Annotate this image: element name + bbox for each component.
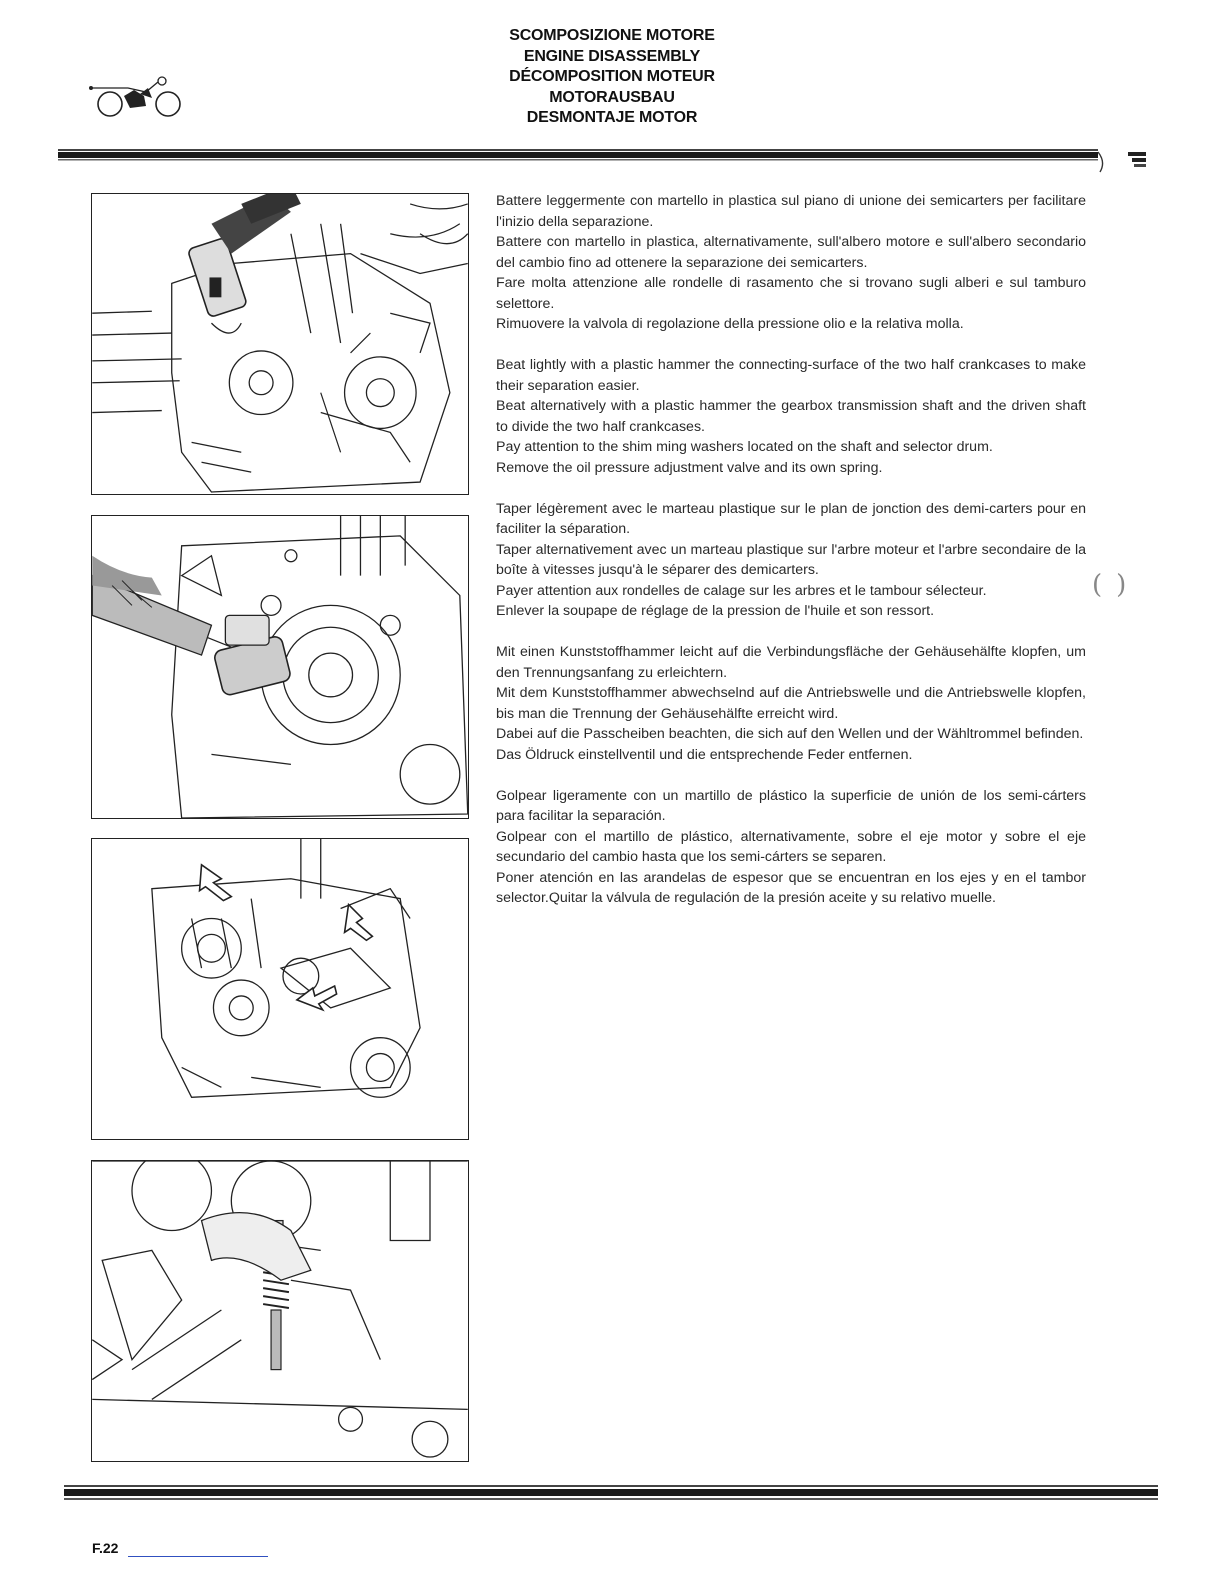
engine-illustration — [92, 194, 468, 494]
instructions-english — [496, 355, 1086, 478]
instructions-german — [496, 642, 1086, 765]
page-number: F.22 — [92, 1540, 119, 1556]
figure-oil-valve — [91, 1160, 469, 1462]
instructions-italian — [496, 191, 1086, 335]
instruction-line: Beat alternatively with a plastic hammer the gearbox transmission shaft and the driven shaft to divide the two half crankcases. — [496, 398, 1086, 435]
instruction-line: Golpear ligeramente con un martillo de plástico la superficie de unión de los semi-cárters para facilitar la separación. — [496, 787, 1086, 824]
figure-crankcase-open — [91, 838, 469, 1140]
title-spanish: DESMONTAJE MOTOR — [526, 109, 698, 126]
top-divider — [58, 148, 1098, 162]
figure-hammer-shaft — [91, 515, 469, 819]
instruction-line: Pay attention to the shim ming washers located on the shaft and selector drum. — [496, 439, 993, 455]
instruction-line: Battere leggermente con martello in plastica sul piano di unione dei semicarters per facilitare l'inizio della separazione. — [496, 193, 1086, 230]
instruction-line: Golpear con el martillo de plástico, alternativamente, sobre el eje motor y sobre el eje secundario del cambio hasta que los semi-cárters se separen. — [496, 828, 1086, 865]
corner-mark-icon — [1098, 146, 1148, 174]
instruction-line: Dabei auf die Passcheiben beachten, die sich auf den Wellen und der Wähltrommel befinden. — [496, 726, 1084, 742]
instruction-line: Beat lightly with a plastic hammer the connecting-surface of the two half crankcases to make their separation easier. — [496, 357, 1086, 394]
engine-illustration — [92, 839, 468, 1139]
margin-mark-icon: () — [1092, 570, 1141, 600]
instruction-line: Mit dem Kunststoffhammer abwechselnd auf die Antriebswelle und die Antriebswelle klopfen, bis man die Trennung der Gehäusehälfte erreicht wird. — [496, 685, 1086, 722]
instruction-line: Fare molta attenzione alle rondelle di rasamento che si trovano sugli alberi e sul tamburo selettore. — [496, 275, 1086, 312]
instruction-line: Poner atención en las arandelas de espesor que se encuentran en los ejes y en el tambor selector.Quitar la válvula de regulación de la presión aceite y su relativo muelle. — [496, 869, 1086, 906]
instruction-line: Mit einen Kunststoffhammer leicht auf die Verbindungsfläche der Gehäusehälfte klopfen, um den Trennungsanfang zu erleichtern. — [496, 644, 1086, 681]
instruction-line: Battere con martello in plastica, alternativamente, sull'albero motore e sull'albero secondario del cambio fino ad ottenere la separazione dei semicarters. — [496, 234, 1086, 271]
instructions-french — [496, 499, 1086, 622]
instructions-spanish — [496, 786, 1086, 909]
engine-illustration — [92, 516, 468, 818]
page-number-underline — [128, 1556, 268, 1557]
instruction-line: Taper légèrement avec le marteau plastique sur le plan de jonction des demi-carters pour en faciliter la séparation. — [496, 500, 1086, 537]
title-german: MOTORAUSBAU — [549, 88, 675, 106]
instructions-column — [496, 191, 1086, 929]
title-french: DÉCOMPOSITION MOTEUR — [509, 68, 715, 85]
engine-illustration — [92, 1161, 468, 1461]
title-english: ENGINE DISASSEMBLY — [523, 47, 701, 65]
instruction-line: Das Öldruck einstellventil und die entsprechende Feder entfernen. — [496, 746, 913, 763]
figure-hammer-crankcase — [91, 193, 469, 495]
instruction-line: Enlever la soupape de réglage de la pression de l'huile et son ressort. — [496, 603, 935, 619]
instruction-line: Rimuovere la valvola di regolazione della pressione olio e la relativa molla. — [496, 316, 964, 332]
instruction-line: Remove the oil pressure adjustment valve and its own spring. — [496, 459, 883, 476]
title-italian: SCOMPOSIZIONE MOTORE — [509, 27, 715, 44]
instruction-line: Taper alternativement avec un marteau plastique sur l'arbre moteur et l'arbre secondaire de la boîte à vitesses jusqu'à le séparer des demicarters. — [496, 541, 1086, 578]
motorcycle-icon — [88, 76, 188, 122]
bottom-divider — [64, 1484, 1158, 1502]
instruction-line: Payer attention aux rondelles de calage sur les arbres et le tambour sélecteur. — [496, 582, 987, 599]
